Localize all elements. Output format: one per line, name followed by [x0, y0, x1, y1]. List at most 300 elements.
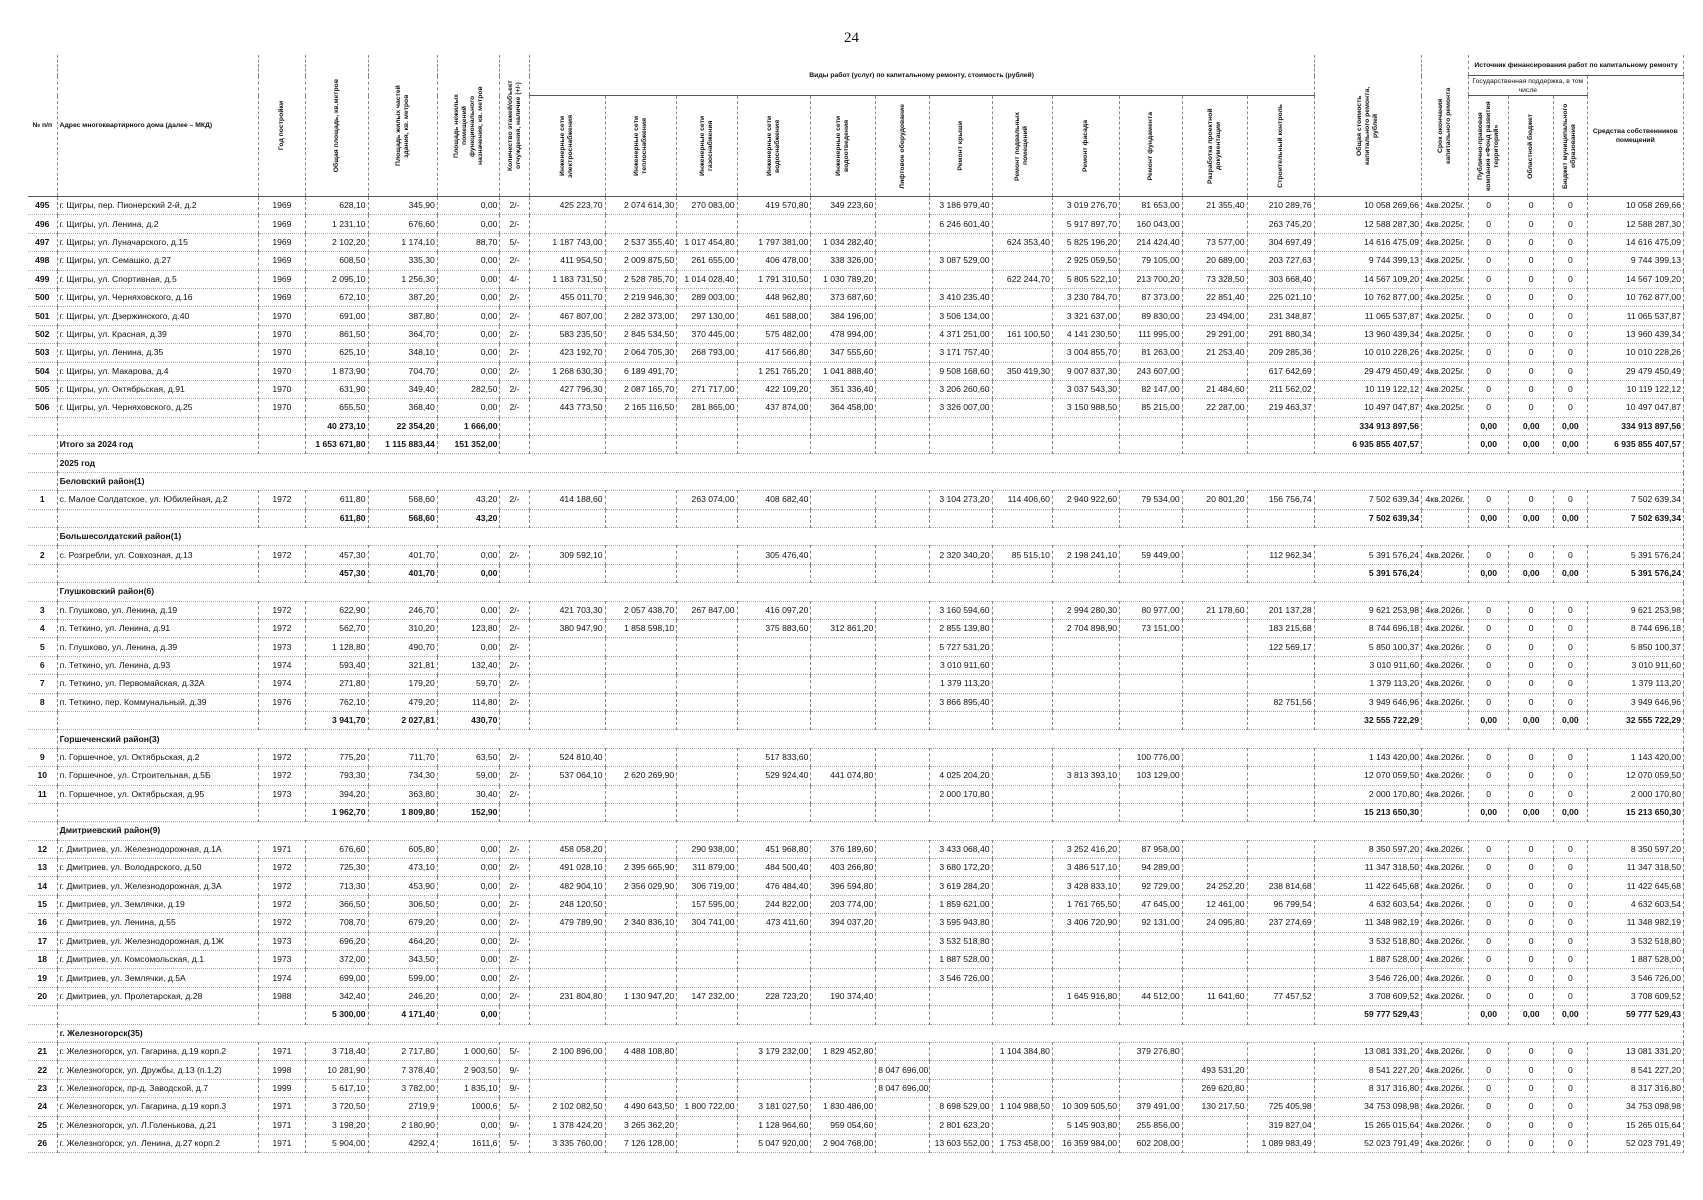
funding-cell: 5 391 576,24: [1587, 546, 1683, 564]
work-cost-cell: [876, 767, 930, 785]
work-cost-cell: 3 104 273,20: [929, 491, 992, 509]
funding-cell: 0: [1509, 951, 1554, 969]
work-cost-cell: 5 047 920,00: [737, 1134, 811, 1152]
work-cost-cell: 394 037,20: [811, 914, 876, 932]
floors-cell: 2/-: [500, 546, 529, 564]
work-cost-cell: 213 700,20: [1120, 270, 1183, 288]
funding-cell: 3 010 911,60: [1587, 656, 1683, 674]
funding-cell: 0: [1469, 325, 1509, 343]
work-cost-cell: 1 128 964,60: [737, 1116, 811, 1134]
work-cost-cell: 263 745,20: [1247, 215, 1314, 233]
year-cell: 1970: [258, 344, 305, 362]
living-area-cell: 2 717,80: [368, 1042, 437, 1060]
funding-cell: 0: [1554, 344, 1588, 362]
work-cost-cell: 85 515,10: [992, 546, 1052, 564]
nonliving-area-cell: 59,00: [437, 767, 500, 785]
work-cost-cell: [992, 288, 1052, 306]
floors-cell: 2/-: [500, 987, 529, 1005]
funding-cell: 0: [1469, 693, 1509, 711]
row-number: 505: [28, 380, 57, 398]
deadline-cell: 4кв.2025г.: [1422, 344, 1469, 362]
funding-cell: 0: [1509, 877, 1554, 895]
work-cost-cell: [1120, 564, 1183, 582]
work-cost-cell: 20 689,00: [1182, 252, 1247, 270]
row-number: 22: [28, 1061, 57, 1079]
living-area-cell: 368,40: [368, 399, 437, 417]
living-area-cell: 306,50: [368, 895, 437, 913]
work-cost-cell: [876, 380, 930, 398]
work-cost-cell: [1182, 785, 1247, 803]
work-cost-cell: 73 577,00: [1182, 233, 1247, 251]
header-fund-region: Областной бюджет: [1509, 96, 1554, 197]
work-cost-cell: [1247, 969, 1314, 987]
row-number: 10: [28, 767, 57, 785]
funding-cell: 0: [1469, 601, 1509, 619]
work-cost-cell: 408 682,40: [737, 491, 811, 509]
address-cell: г. Железногорск, ул. Л.Голенькова, д.21: [57, 1116, 258, 1134]
table-row: [28, 288, 1684, 306]
funding-cell: 0: [1554, 252, 1588, 270]
funding-cell: 0: [1509, 215, 1554, 233]
work-cost-cell: 1 761 765,50: [1052, 895, 1119, 913]
funding-cell: 0: [1509, 491, 1554, 509]
work-cost-cell: 305 476,40: [737, 546, 811, 564]
work-cost-cell: [1247, 564, 1314, 582]
work-cost-cell: 1 797 381,00: [737, 233, 811, 251]
work-cost-cell: [677, 803, 737, 821]
total-area-cell: 5 300,00: [305, 1006, 368, 1024]
total-area-cell: 713,30: [305, 877, 368, 895]
year-cell: 1972: [258, 914, 305, 932]
work-cost-cell: 16 359 984,00: [1052, 1134, 1119, 1152]
row-number: 497: [28, 233, 57, 251]
work-cost-cell: 2 340 836,10: [605, 914, 677, 932]
nonliving-area-cell: 282,50: [437, 380, 500, 398]
funding-cell: 0: [1469, 987, 1509, 1005]
work-cost-cell: [1052, 1042, 1119, 1060]
work-cost-cell: [1120, 656, 1183, 674]
work-cost-cell: 406 478,00: [737, 252, 811, 270]
funding-cell: 0,00: [1509, 436, 1554, 454]
work-cost-cell: 156 756,74: [1247, 491, 1314, 509]
nonliving-area-cell: 0,00: [437, 895, 500, 913]
subtotal-row: [28, 803, 1684, 821]
address-cell: п. Глушково, ул. Ленина, д.19: [57, 601, 258, 619]
funding-cell: 0: [1509, 785, 1554, 803]
row-number: 23: [28, 1079, 57, 1097]
work-cost-cell: [677, 932, 737, 950]
work-cost-cell: 4 025 204,20: [929, 767, 992, 785]
work-cost-cell: 1 753 458,00: [992, 1134, 1052, 1152]
year-cell: 1972: [258, 877, 305, 895]
living-area-cell: 179,20: [368, 675, 437, 693]
work-cost-cell: 210 289,76: [1247, 197, 1314, 215]
table-row: [28, 767, 1684, 785]
work-cost-cell: 130 217,50: [1182, 1098, 1247, 1116]
work-cost-cell: 304 741,00: [677, 914, 737, 932]
funding-cell: 0: [1554, 859, 1588, 877]
work-cost-cell: [1052, 638, 1119, 656]
work-cost-cell: [737, 1006, 811, 1024]
table-row: [28, 987, 1684, 1005]
living-area-cell: 704,70: [368, 362, 437, 380]
work-cost-cell: 2 102 082,50: [529, 1098, 605, 1116]
funding-cell: 0: [1469, 932, 1509, 950]
work-cost-cell: 537 064,10: [529, 767, 605, 785]
header-work-basement: Ремонт подвальных помещений: [992, 96, 1052, 197]
funding-cell: 0: [1469, 785, 1509, 803]
funding-cell: 11 348 982,19: [1587, 914, 1683, 932]
work-cost-cell: 44 512,00: [1120, 987, 1183, 1005]
funding-cell: 0,00: [1469, 711, 1509, 729]
nonliving-area-cell: 0,00: [437, 969, 500, 987]
year-cell: [258, 509, 305, 527]
row-number-cell: [28, 1024, 57, 1042]
work-cost-cell: [876, 748, 930, 766]
work-cost-cell: [737, 711, 811, 729]
floors-cell: 2/-: [500, 859, 529, 877]
living-area-cell: 343,50: [368, 951, 437, 969]
work-cost-cell: [811, 656, 876, 674]
work-cost-cell: 311 879,00: [677, 859, 737, 877]
total-area-cell: 3 718,40: [305, 1042, 368, 1060]
total-area-cell: 631,90: [305, 380, 368, 398]
row-number: 24: [28, 1098, 57, 1116]
work-cost-cell: 3 230 784,70: [1052, 288, 1119, 306]
total-area-cell: 1 653 671,80: [305, 436, 368, 454]
work-cost-cell: [1052, 675, 1119, 693]
work-cost-cell: [605, 564, 677, 582]
funding-cell: 0: [1509, 619, 1554, 637]
year-cell: 1971: [258, 840, 305, 858]
total-area-cell: 691,00: [305, 307, 368, 325]
work-cost-cell: 21 355,40: [1182, 197, 1247, 215]
funding-cell: 0: [1509, 233, 1554, 251]
total-area-cell: 655,50: [305, 399, 368, 417]
total-area-cell: 699,00: [305, 969, 368, 987]
work-cost-cell: 3 321 637,00: [1052, 307, 1119, 325]
work-cost-cell: [677, 748, 737, 766]
funding-cell: 0,00: [1554, 1006, 1588, 1024]
work-cost-cell: [677, 1079, 737, 1097]
total-area-cell: 372,00: [305, 951, 368, 969]
work-cost-cell: [876, 197, 930, 215]
work-cost-cell: 228 723,20: [737, 987, 811, 1005]
section-heading: г. Железногорск(35): [57, 1024, 1683, 1042]
work-cost-cell: [529, 803, 605, 821]
funding-cell: 0,00: [1509, 803, 1554, 821]
work-cost-cell: 3 486 517,10: [1052, 859, 1119, 877]
funding-cell: 0: [1469, 895, 1509, 913]
work-cost-cell: 1 187 743,00: [529, 233, 605, 251]
work-cost-cell: [677, 638, 737, 656]
total-area-cell: 1 231,10: [305, 215, 368, 233]
work-cost-cell: [605, 785, 677, 803]
nonliving-area-cell: 0,00: [437, 362, 500, 380]
work-cost-cell: [605, 491, 677, 509]
work-cost-cell: 1 858 598,10: [605, 619, 677, 637]
work-cost-cell: 467 807,00: [529, 307, 605, 325]
work-cost-cell: [1182, 748, 1247, 766]
capital-repair-table: [28, 55, 1684, 1153]
funding-cell: 6 935 855 407,57: [1587, 436, 1683, 454]
total-cost-cell: 1 887 528,00: [1314, 951, 1421, 969]
work-cost-cell: 157 595,00: [677, 895, 737, 913]
funding-cell: 13 081 331,20: [1587, 1042, 1683, 1060]
work-cost-cell: [876, 785, 930, 803]
funding-cell: 0: [1469, 638, 1509, 656]
funding-cell: 0,00: [1469, 436, 1509, 454]
nonliving-area-cell: 0,00: [437, 546, 500, 564]
table-row: [28, 1134, 1684, 1152]
living-area-cell: 473,10: [368, 859, 437, 877]
funding-cell: 0: [1554, 288, 1588, 306]
work-cost-cell: [992, 564, 1052, 582]
deadline-cell: 4кв.2026г.: [1422, 1116, 1469, 1134]
year-cell: 1970: [258, 380, 305, 398]
work-cost-cell: [1182, 859, 1247, 877]
year-cell: 1972: [258, 767, 305, 785]
total-cost-cell: 29 479 450,49: [1314, 362, 1421, 380]
living-area-cell: 4292,4: [368, 1134, 437, 1152]
table-row: [28, 215, 1684, 233]
work-cost-cell: 3 252 416,20: [1052, 840, 1119, 858]
total-cost-cell: 3 010 911,60: [1314, 656, 1421, 674]
funding-cell: 0: [1554, 1042, 1588, 1060]
work-cost-cell: [605, 417, 677, 435]
living-area-cell: 363,80: [368, 785, 437, 803]
funding-cell: 0,00: [1554, 417, 1588, 435]
work-cost-cell: 617 642,69: [1247, 362, 1314, 380]
living-area-cell: 7 378,40: [368, 1061, 437, 1079]
funding-cell: 0: [1469, 1116, 1509, 1134]
work-cost-cell: [677, 693, 737, 711]
section-heading: Глушковский район(6): [57, 583, 1683, 601]
funding-cell: 10 010 228,26: [1587, 344, 1683, 362]
living-area-cell: 349,40: [368, 380, 437, 398]
work-cost-cell: 11 641,60: [1182, 987, 1247, 1005]
work-cost-cell: [1120, 1061, 1183, 1079]
floors-cell: [500, 509, 529, 527]
header-fund-ppk: Публично-правовая компания «Фонд развития территорий»: [1469, 96, 1509, 197]
funding-cell: 0: [1554, 325, 1588, 343]
work-cost-cell: [1120, 417, 1183, 435]
floors-cell: 2/-: [500, 951, 529, 969]
address-cell: п. Теткино, ул. Первомайская, д.32А: [57, 675, 258, 693]
work-cost-cell: 1 268 630,30: [529, 362, 605, 380]
work-cost-cell: 2 356 029,90: [605, 877, 677, 895]
total-cost-cell: 6 935 855 407,57: [1314, 436, 1421, 454]
work-cost-cell: 1 014 028,40: [677, 270, 737, 288]
work-cost-cell: 2 219 946,30: [605, 288, 677, 306]
work-cost-cell: [1247, 932, 1314, 950]
address-cell: г. Дмитриев, ул. Железнодорожная, д.1А: [57, 840, 258, 858]
work-cost-cell: 959 054,60: [811, 1116, 876, 1134]
work-cost-cell: 20 801,20: [1182, 491, 1247, 509]
work-cost-cell: 380 947,90: [529, 619, 605, 637]
work-cost-cell: 2 165 116,50: [605, 399, 677, 417]
work-cost-cell: [992, 638, 1052, 656]
floors-cell: 2/-: [500, 307, 529, 325]
work-cost-cell: 271 717,00: [677, 380, 737, 398]
subtotal-row: [28, 711, 1684, 729]
work-cost-cell: 1 379 113,20: [929, 675, 992, 693]
deadline-cell: 4кв.2026г.: [1422, 619, 1469, 637]
funding-cell: 32 555 722,29: [1587, 711, 1683, 729]
funding-cell: 0: [1554, 270, 1588, 288]
year-cell: 1971: [258, 1134, 305, 1152]
work-cost-cell: 23 494,00: [1182, 307, 1247, 325]
work-cost-cell: [811, 638, 876, 656]
total-cost-cell: 3 708 609,52: [1314, 987, 1421, 1005]
funding-cell: 0: [1509, 197, 1554, 215]
funding-cell: 0,00: [1469, 564, 1509, 582]
living-area-cell: 676,60: [368, 215, 437, 233]
work-cost-cell: 214 424,40: [1120, 233, 1183, 251]
total-area-cell: 366,50: [305, 895, 368, 913]
funding-cell: 3 546 726,00: [1587, 969, 1683, 987]
total-area-cell: 696,20: [305, 932, 368, 950]
work-cost-cell: [605, 895, 677, 913]
deadline-cell: 4кв.2026г.: [1422, 491, 1469, 509]
total-area-cell: 457,30: [305, 564, 368, 582]
row-number: 502: [28, 325, 57, 343]
nonliving-area-cell: 43,20: [437, 509, 500, 527]
address-cell: п. Теткино, ул. Ленина, д.93: [57, 656, 258, 674]
address-cell: г. Железногорск, пр-д. Заводской, д.7: [57, 1079, 258, 1097]
work-cost-cell: [876, 675, 930, 693]
funding-cell: 0: [1509, 362, 1554, 380]
header-no: № п/п: [28, 55, 57, 197]
funding-cell: 0: [1469, 914, 1509, 932]
funding-cell: 0: [1509, 656, 1554, 674]
deadline-cell: 4кв.2025г.: [1422, 325, 1469, 343]
living-area-cell: 401,70: [368, 564, 437, 582]
work-cost-cell: 3 813 393,10: [1052, 767, 1119, 785]
funding-cell: 0: [1554, 785, 1588, 803]
work-cost-cell: 455 011,70: [529, 288, 605, 306]
year-cell: 1971: [258, 1098, 305, 1116]
work-cost-cell: [605, 693, 677, 711]
work-cost-cell: [529, 932, 605, 950]
work-cost-cell: [876, 1116, 930, 1134]
funding-cell: 0: [1469, 840, 1509, 858]
funding-cell: 0: [1469, 344, 1509, 362]
living-area-cell: 348,10: [368, 344, 437, 362]
work-cost-cell: [876, 399, 930, 417]
work-cost-cell: [992, 1006, 1052, 1024]
work-cost-cell: 12 461,00: [1182, 895, 1247, 913]
work-cost-cell: [876, 638, 930, 656]
work-cost-cell: 417 566,80: [737, 344, 811, 362]
deadline-cell: [1422, 436, 1469, 454]
work-cost-cell: [992, 380, 1052, 398]
work-cost-cell: [605, 932, 677, 950]
living-area-cell: 605,80: [368, 840, 437, 858]
year-cell: 1969: [258, 252, 305, 270]
work-cost-cell: [1182, 840, 1247, 858]
work-cost-cell: [811, 711, 876, 729]
work-cost-cell: 2 940 922,60: [1052, 491, 1119, 509]
nonliving-area-cell: 1 000,60: [437, 1042, 500, 1060]
living-area-cell: 2 180,90: [368, 1116, 437, 1134]
work-cost-cell: [1052, 803, 1119, 821]
work-cost-cell: [876, 546, 930, 564]
total-area-cell: 2 102,20: [305, 233, 368, 251]
funding-cell: 0: [1509, 987, 1554, 1005]
work-cost-cell: 575 482,00: [737, 325, 811, 343]
floors-cell: 2/-: [500, 619, 529, 637]
table-row: [28, 748, 1684, 766]
subtotal-label: [57, 1006, 258, 1024]
work-cost-cell: 87 958,00: [1120, 840, 1183, 858]
work-cost-cell: [992, 1116, 1052, 1134]
floors-cell: [500, 1006, 529, 1024]
row-number: 5: [28, 638, 57, 656]
floors-cell: 2/-: [500, 325, 529, 343]
work-cost-cell: [677, 767, 737, 785]
funding-cell: 0: [1554, 1116, 1588, 1134]
nonliving-area-cell: 1611,6: [437, 1134, 500, 1152]
floors-cell: 2/-: [500, 399, 529, 417]
year-cell: 1999: [258, 1079, 305, 1097]
deadline-cell: 4кв.2026г.: [1422, 656, 1469, 674]
funding-cell: 0: [1469, 1079, 1509, 1097]
funding-cell: 0: [1509, 1134, 1554, 1152]
funding-cell: 9 621 253,98: [1587, 601, 1683, 619]
year-cell: 1988: [258, 987, 305, 1005]
total-cost-cell: 15 265 015,64: [1314, 1116, 1421, 1134]
work-cost-cell: [677, 509, 737, 527]
funding-cell: 0: [1509, 601, 1554, 619]
work-cost-cell: 451 968,80: [737, 840, 811, 858]
work-cost-cell: [876, 969, 930, 987]
floors-cell: 2/-: [500, 197, 529, 215]
work-cost-cell: [992, 601, 1052, 619]
work-cost-cell: [605, 1079, 677, 1097]
year-cell: [258, 1006, 305, 1024]
work-cost-cell: 161 100,50: [992, 325, 1052, 343]
work-cost-cell: 419 570,80: [737, 197, 811, 215]
nonliving-area-cell: 0,00: [437, 1006, 500, 1024]
work-cost-cell: 2 704 898,90: [1052, 619, 1119, 637]
work-cost-cell: [1247, 436, 1314, 454]
work-cost-cell: [1182, 803, 1247, 821]
work-cost-cell: [992, 417, 1052, 435]
living-area-cell: 321,81: [368, 656, 437, 674]
nonliving-area-cell: 0,00: [437, 840, 500, 858]
total-area-cell: 40 273,10: [305, 417, 368, 435]
living-area-cell: 3 782,00: [368, 1079, 437, 1097]
work-cost-cell: 4 488 108,80: [605, 1042, 677, 1060]
work-cost-cell: 2 009 875,50: [605, 252, 677, 270]
funding-cell: 8 317 316,80: [1587, 1079, 1683, 1097]
work-cost-cell: [992, 215, 1052, 233]
funding-cell: 8 350 597,20: [1587, 840, 1683, 858]
nonliving-area-cell: 0,00: [437, 252, 500, 270]
row-number: 15: [28, 895, 57, 913]
work-cost-cell: 1 104 988,50: [992, 1098, 1052, 1116]
section-heading-row: [28, 454, 1684, 472]
floors-cell: 5/-: [500, 233, 529, 251]
work-cost-cell: [605, 711, 677, 729]
table-row: [28, 675, 1684, 693]
work-cost-cell: [992, 840, 1052, 858]
funding-cell: 0,00: [1554, 509, 1588, 527]
deadline-cell: 4кв.2025г.: [1422, 399, 1469, 417]
work-cost-cell: [929, 987, 992, 1005]
work-cost-cell: 493 531,20: [1182, 1061, 1247, 1079]
